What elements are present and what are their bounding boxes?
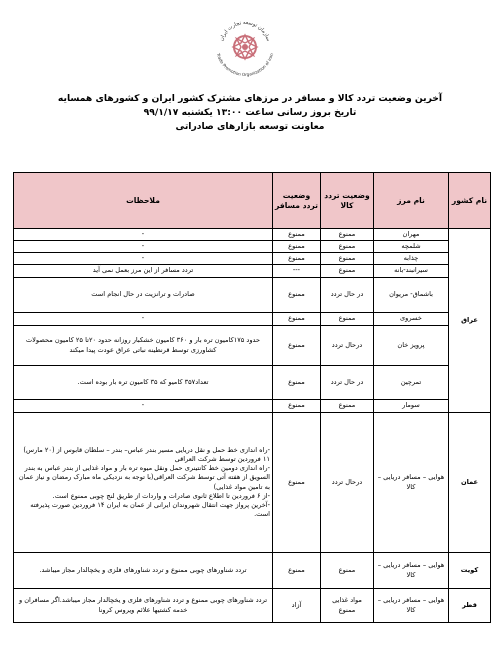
update-time-line: تاریخ بروز رسانی ساعت ۱۳:۰۰ یکشنبه ۹۹/۱/۱۷ xyxy=(143,107,357,118)
country-cell-qatar: قطر xyxy=(449,589,491,623)
passenger-status-cell: ممنوع xyxy=(273,366,321,400)
goods-status-cell: درحال تردد xyxy=(321,413,374,553)
table-row xyxy=(14,278,491,313)
notes-cell: - xyxy=(14,400,273,413)
border-cell: شلمچه xyxy=(374,241,449,253)
passenger-status-cell: ممنوع xyxy=(273,326,321,366)
passenger-status-cell: ممنوع xyxy=(273,553,321,589)
header-country: نام کشور xyxy=(449,173,491,229)
notes-cell: - xyxy=(14,313,273,326)
goods-status-cell: ممنوع xyxy=(321,229,374,241)
notes-cell: - xyxy=(14,253,273,265)
logo-english-text: Trade Promotion Organization of Iran xyxy=(215,52,275,78)
notes-cell: تردد شناورهای چوبی ممنوع و تردد شناورهای فلزی و یخچالدار مجاز میباشد. xyxy=(14,553,273,589)
passenger-status-cell: ممنوع xyxy=(273,413,321,553)
table-row xyxy=(14,326,491,366)
border-status-table xyxy=(13,172,491,623)
tpo-logo xyxy=(212,14,278,80)
logo-mark xyxy=(233,35,257,59)
passenger-status-cell: آزاد xyxy=(273,589,321,623)
table-row xyxy=(14,265,491,278)
table-row xyxy=(14,229,491,241)
goods-status-cell: در حال تردد xyxy=(321,366,374,400)
border-cell: باشماق- مریوان xyxy=(374,278,449,313)
country-cell-iraq: عراق xyxy=(449,229,491,413)
table-row xyxy=(14,553,491,589)
border-cell: تمرچین xyxy=(374,366,449,400)
passenger-status-cell: --- xyxy=(273,265,321,278)
border-cell: خسروی xyxy=(374,313,449,326)
country-cell-oman: عمان xyxy=(449,413,491,553)
goods-status-cell: ممنوع xyxy=(321,553,374,589)
header-goods-status: وضعیت تردد کالا xyxy=(321,173,374,229)
notes-cell: تعداد۳۵۷ کامیو که ۳۵ کامیون تره بار بوده است. xyxy=(14,366,273,400)
table-row xyxy=(14,400,491,413)
notes-cell: تردد مسافر از این مرز بعمل نمی آید xyxy=(14,265,273,278)
note-line: -راه اندازی خط حمل و نقل دریایی مسیر بندر عباس– بندر – سلطان قابوس از (۲۰ مارس) ۱۱ فروردین توسط شرکت العراقی xyxy=(23,445,270,463)
table-header-row xyxy=(14,173,491,229)
passenger-status-cell: ممنوع xyxy=(273,313,321,326)
notes-cell: تردد شناورهای چوبی ممنوع و تردد شناورهای فلزی و یخچالدار مجاز میباشد.اگر مسافران و خدمه کشتیها علائم ویروس کرونا xyxy=(14,589,273,623)
passenger-status-cell: ممنوع xyxy=(273,253,321,265)
note-line: -از ۶ فروردین تا اطلاع ثانوی صادرات و واردات از طریق لنج چوبی ممنوع است. xyxy=(52,491,270,500)
border-cell: سیرانبند-بانه xyxy=(374,265,449,278)
passenger-status-cell: ممنوع xyxy=(273,400,321,413)
goods-status-cell: ممنوع xyxy=(321,400,374,413)
goods-status-cell: ممنوع xyxy=(321,265,374,278)
table-row xyxy=(14,253,491,265)
goods-status-cell: درحال تردد xyxy=(321,326,374,366)
table-row xyxy=(14,366,491,400)
table-row xyxy=(14,241,491,253)
notes-cell: حدود ۱۷۵کامیون تره بار و ۳۶۰ کامیون خشکبار روزانه حدود ۲۰تا ۲۵ کامیون محصولات کشاورزی توسط قرنطینه نباتی عراق عودت پیدا میکند xyxy=(14,326,273,366)
notes-cell: صادرات و ترانزیت در حال انجام است xyxy=(14,278,273,313)
note-line: -آخرین پرواز جهت انتقال شهروندان ایرانی از عمان به ایران ۱۴ فروردین صورت پذیرفته است. xyxy=(30,500,270,519)
table-row xyxy=(14,413,491,553)
goods-status-cell: ممنوع xyxy=(321,313,374,326)
table-row xyxy=(14,313,491,326)
passenger-status-cell: ممنوع xyxy=(273,241,321,253)
header-border: نام مرز xyxy=(374,173,449,229)
border-cell: هوایی – مسافر دریایی – کالا xyxy=(374,589,449,623)
goods-status-cell: در حال تردد xyxy=(321,278,374,313)
border-cell: چذابه xyxy=(374,253,449,265)
passenger-status-cell: ممنوع xyxy=(273,278,321,313)
country-cell-kuwait: کویت xyxy=(449,553,491,589)
border-cell: هوایی – مسافر دریایی – کالا xyxy=(374,413,449,553)
department-line: معاونت توسعه بازارهای صادراتی xyxy=(175,121,325,132)
border-cell: سومار xyxy=(374,400,449,413)
goods-status-cell: ممنوع xyxy=(321,241,374,253)
border-cell: هوایی – مسافر دریایی – کالا xyxy=(374,553,449,589)
notes-cell xyxy=(14,413,273,553)
header-notes: ملاحظات xyxy=(14,173,273,229)
passenger-status-cell: ممنوع xyxy=(273,229,321,241)
header-passenger-status: وضعیت تردد مسافر xyxy=(273,173,321,229)
logo-arabic-text: سازمان توسعه تجارت ایران xyxy=(218,19,272,42)
document-header xyxy=(40,92,460,134)
goods-status-cell: مواد غذایی ممنوع xyxy=(321,589,374,623)
goods-status-cell: ممنوع xyxy=(321,253,374,265)
note-line: -راه اندازی دومین خط کانتینری حمل ونقل میوه تره بار و مواد غذایی از بندر عباس به بندر السویق از هفته آتی توسط شرکت العراقی(با توجه به نزدیکی ماه مبارک رمضان و نیاز عمان به تامین مواد غذایی) xyxy=(18,464,270,491)
border-cell: پرویز خان xyxy=(374,326,449,366)
notes-cell: - xyxy=(14,229,273,241)
border-cell: مهران xyxy=(374,229,449,241)
title-line: آخرین وضعیت تردد کالا و مسافر در مرزهای مشترک کشور ایران و کشورهای همسایه xyxy=(57,93,443,104)
table-row xyxy=(14,589,491,623)
notes-cell: - xyxy=(14,241,273,253)
